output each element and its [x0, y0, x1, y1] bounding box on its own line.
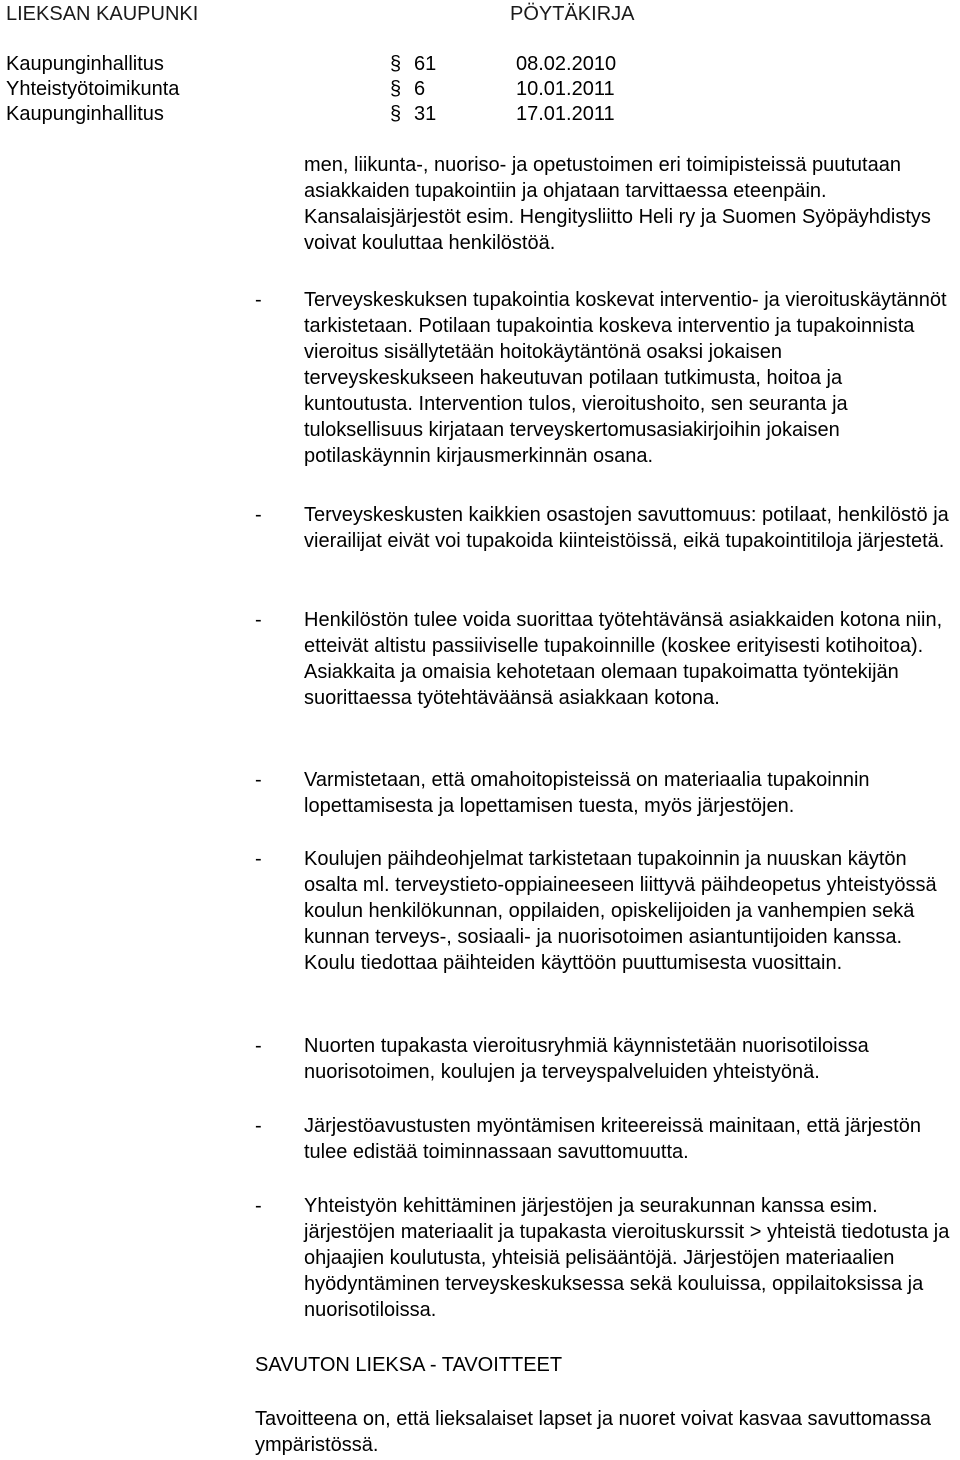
meeting-row	[6, 77, 646, 102]
meeting-row	[6, 52, 646, 77]
meeting-body: Kaupunginhallitus	[6, 53, 164, 75]
section-number: 6	[414, 78, 426, 100]
meeting-body: Kaupunginhallitus	[6, 103, 164, 125]
list-item-text: Henkilöstön tulee voida suorittaa työtehtävänsä asiakkaiden kotona niin, etteivät altistu passiiviselle tupakoinnille (koskee erityisesti kotihoitoa). Asiakkaita ja omaisia kehotetaan olemaan tupakoimatta työntekijän suorittaessa työtehtäväänsä asiakkaan kotona.	[304, 609, 943, 709]
bullet-dash: -	[255, 289, 262, 311]
meeting-date: 10.01.2011	[516, 78, 615, 100]
section-sign: §	[390, 103, 402, 125]
section-number: 31	[414, 103, 437, 125]
meeting-body: Yhteistyötoimikunta	[6, 78, 180, 100]
bullet-dash: -	[255, 848, 262, 870]
section-heading: SAVUTON LIEKSA - TAVOITTEET	[255, 1354, 563, 1376]
meeting-date: 08.02.2010	[516, 53, 617, 75]
bullet-dash: -	[255, 1195, 262, 1217]
goal-paragraph: Tavoitteena on, että lieksalaiset lapset ja nuoret voivat kasvaa savuttomassa ympäristössä.	[255, 1408, 931, 1456]
bullet-dash: -	[255, 1115, 262, 1137]
list-item-text: Terveyskeskusten kaikkien osastojen savuttomuus: potilaat, henkilöstö ja vierailijat eivät voi tupakoida kiinteistöissä, eikä tupakointitiloja järjestetä.	[304, 504, 949, 552]
bullet-dash: -	[255, 504, 262, 526]
section-number: 61	[414, 53, 437, 75]
city-name: LIEKSAN KAUPUNKI	[6, 3, 199, 25]
list-item-text: Järjestöavustusten myöntämisen kriteereissä mainitaan, että järjestön tulee edistää toiminnassaan savuttomuutta.	[304, 1115, 921, 1163]
bullet-dash: -	[255, 609, 262, 631]
list-item-text: Varmistetaan, että omahoitopisteissä on materiaalia tupakoinnin lopettamisesta ja lopettamisen tuesta, myös järjestöjen.	[304, 769, 870, 817]
list-item-text: Nuorten tupakasta vieroitusryhmiä käynnistetään nuorisotiloissa nuorisotoimen, koulujen ja terveyspalveluiden yhteistyönä.	[304, 1035, 869, 1083]
bullet-dash: -	[255, 1035, 262, 1057]
list-item-text: Terveyskeskuksen tupakointia koskevat interventio- ja vieroituskäytännöt tarkistetaan. Potilaan tupakointia koskeva interventio ja tupakoinnista vieroitus sisällytetään hoitokäytäntönä osaksi jokaisen terveyskeskukseen hakeutuvan potilaan tutkimusta, hoitoa ja kuntoutusta. Intervention tulos, vieroitushoito, sen seuranta ja tuloksellisuus kirjataan terveyskertomusasiakirjoihin jokaisen potilaskäynnin kirjausmerkinnän osana.	[304, 289, 947, 467]
intro-paragraph: men, liikunta-, nuoriso- ja opetustoimen eri toimipisteissä puututaan asiakkaiden tupakointiin ja ohjataan tarvittaessa eteenpäin. Kansalaisjärjestöt esim. Hengitysliitto Heli ry ja Suomen Syöpäyhdistys voivat kouluttaa henkilöstöä.	[304, 154, 931, 254]
list-item-text: Yhteistyön kehittäminen järjestöjen ja seurakunnan kanssa esim. järjestöjen materiaalit ja tupakasta vieroituskurssit > yhteistä tiedotusta ja ohjaajien koulutusta, yhteisiä pelisääntöjä. Järjestöjen materiaalien hyödyntäminen terveyskeskuksessa sekä kouluissa, oppilaitoksissa ja nuorisotiloissa.	[304, 1195, 950, 1321]
meeting-row	[6, 102, 646, 127]
document-type: PÖYTÄKIRJA	[510, 3, 635, 25]
list-item-text: Koulujen päihdeohjelmat tarkistetaan tupakoinnin ja nuuskan käytön osalta ml. terveystieto-oppiaineeseen liittyvä päihdeopetus yhteistyössä koulun henkilökunnan, oppilaiden, opiskelijoiden ja vanhempien sekä kunnan terveys-, sosiaali- ja nuorisotoimen asiantuntijoiden kanssa. Koulu tiedottaa päihteiden käyttöön puuttumisesta vuosittain.	[304, 848, 937, 974]
meeting-date: 17.01.2011	[516, 103, 615, 125]
bullet-dash: -	[255, 769, 262, 791]
section-sign: §	[390, 53, 402, 75]
section-sign: §	[390, 78, 402, 100]
